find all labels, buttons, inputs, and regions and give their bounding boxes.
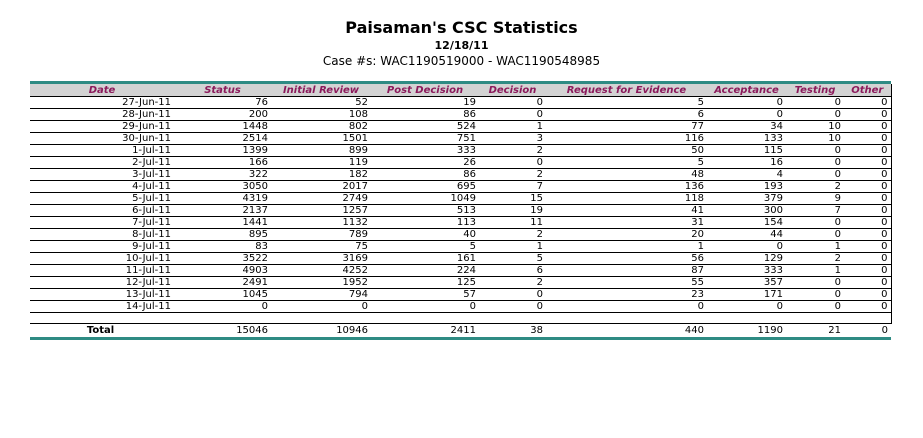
cell-post-decision: 695 xyxy=(371,181,479,193)
cell-request-for-evidence: 41 xyxy=(546,205,707,217)
table-row xyxy=(30,169,891,181)
table-row xyxy=(30,97,891,109)
cell-status: 1045 xyxy=(174,289,271,301)
cell-decision: 0 xyxy=(479,301,546,313)
cell-other: 0 xyxy=(844,121,891,133)
column-header-acceptance: Acceptance xyxy=(707,84,786,97)
cell-status: 1399 xyxy=(174,145,271,157)
column-header-date: Date xyxy=(30,84,174,97)
cell-testing: 1 xyxy=(786,265,844,277)
cell-other: 0 xyxy=(844,133,891,145)
cell-acceptance: 34 xyxy=(707,121,786,133)
cell-initial-review: 119 xyxy=(271,157,371,169)
table-body xyxy=(30,97,891,338)
cell-testing: 1 xyxy=(786,241,844,253)
cell-testing: 0 xyxy=(786,145,844,157)
cell-post-decision: 57 xyxy=(371,289,479,301)
cell-decision: 1 xyxy=(479,121,546,133)
cell-testing: 0 xyxy=(786,277,844,289)
column-header-other: Other xyxy=(844,84,891,97)
cell-other: 0 xyxy=(844,193,891,205)
column-header-request-for-evidence: Request for Evidence xyxy=(546,84,707,97)
cell-acceptance: 379 xyxy=(707,193,786,205)
cell-date: 5-Jul-11 xyxy=(30,193,174,205)
cell-acceptance: 0 xyxy=(707,301,786,313)
cell-initial-review: 0 xyxy=(271,301,371,313)
cell-other: 0 xyxy=(844,109,891,121)
cell-other: 0 xyxy=(844,253,891,265)
cell-status: 3050 xyxy=(174,181,271,193)
cell-acceptance: 16 xyxy=(707,157,786,169)
cell-decision: 2 xyxy=(479,169,546,181)
table-row xyxy=(30,241,891,253)
cell-request-for-evidence: 20 xyxy=(546,229,707,241)
cell-request-for-evidence: 1 xyxy=(546,241,707,253)
cell-request-for-evidence: 5 xyxy=(546,97,707,109)
cell-testing: 10 xyxy=(786,121,844,133)
cell-testing: 0 xyxy=(786,217,844,229)
cell-status: 2514 xyxy=(174,133,271,145)
table-row xyxy=(30,265,891,277)
cell-post-decision: 224 xyxy=(371,265,479,277)
total-request-for-evidence: 440 xyxy=(684,325,704,336)
cell-post-decision: 19 xyxy=(371,97,479,109)
cell-decision: 0 xyxy=(479,157,546,169)
table-row xyxy=(30,253,891,265)
cell-testing: 0 xyxy=(786,97,844,109)
cell-date: 13-Jul-11 xyxy=(30,289,174,301)
cell-initial-review: 4252 xyxy=(271,265,371,277)
total-testing: 21 xyxy=(828,325,841,336)
cell-request-for-evidence: 87 xyxy=(546,265,707,277)
cell-acceptance: 333 xyxy=(707,265,786,277)
cell-status: 895 xyxy=(174,229,271,241)
cell-initial-review: 1132 xyxy=(271,217,371,229)
cell-other: 0 xyxy=(844,169,891,181)
cell-initial-review: 182 xyxy=(271,169,371,181)
case-range: Case #s: WAC1190519000 - WAC1190548985 xyxy=(322,54,601,68)
cell-date: 3-Jul-11 xyxy=(30,169,174,181)
cell-decision: 11 xyxy=(479,217,546,229)
cell-decision: 5 xyxy=(479,253,546,265)
cell-request-for-evidence: 23 xyxy=(546,289,707,301)
cell-acceptance: 44 xyxy=(707,229,786,241)
column-header-decision: Decision xyxy=(479,84,546,97)
cell-status: 4319 xyxy=(174,193,271,205)
cell-post-decision: 113 xyxy=(371,217,479,229)
cell-other: 0 xyxy=(844,181,891,193)
cell-date: 9-Jul-11 xyxy=(30,241,174,253)
table-row xyxy=(30,109,891,121)
table-row xyxy=(30,193,891,205)
cell-acceptance: 133 xyxy=(707,133,786,145)
table-header-row xyxy=(30,84,891,97)
table-row xyxy=(30,133,891,145)
cell-post-decision: 86 xyxy=(371,109,479,121)
cell-testing: 0 xyxy=(786,289,844,301)
cell-initial-review: 108 xyxy=(271,109,371,121)
cell-status: 200 xyxy=(174,109,271,121)
column-header-status: Status xyxy=(174,84,271,97)
cell-initial-review: 52 xyxy=(271,97,371,109)
table-row xyxy=(30,289,891,301)
cell-other: 0 xyxy=(844,241,891,253)
cell-status: 2137 xyxy=(174,205,271,217)
table-row xyxy=(30,301,891,313)
cell-acceptance: 4 xyxy=(707,169,786,181)
cell-decision: 6 xyxy=(479,265,546,277)
report-date: 12/18/11 xyxy=(434,39,489,52)
cell-decision: 2 xyxy=(479,229,546,241)
cell-status: 1448 xyxy=(174,121,271,133)
cell-initial-review: 802 xyxy=(271,121,371,133)
cell-testing: 2 xyxy=(786,181,844,193)
cell-date: 12-Jul-11 xyxy=(30,277,174,289)
cell-decision: 1 xyxy=(479,241,546,253)
cell-acceptance: 357 xyxy=(707,277,786,289)
cell-date: 10-Jul-11 xyxy=(30,253,174,265)
cell-other: 0 xyxy=(844,229,891,241)
cell-decision: 0 xyxy=(479,109,546,121)
cell-date: 28-Jun-11 xyxy=(30,109,174,121)
cell-request-for-evidence: 55 xyxy=(546,277,707,289)
total-label: Total xyxy=(86,325,115,336)
table-row xyxy=(30,121,891,133)
cell-request-for-evidence: 5 xyxy=(546,157,707,169)
cell-status: 166 xyxy=(174,157,271,169)
cell-request-for-evidence: 77 xyxy=(546,121,707,133)
cell-date: 8-Jul-11 xyxy=(30,229,174,241)
total-post-decision: 2411 xyxy=(450,325,476,336)
cell-initial-review: 2749 xyxy=(271,193,371,205)
cell-other: 0 xyxy=(844,217,891,229)
cell-acceptance: 300 xyxy=(707,205,786,217)
cell-status: 76 xyxy=(174,97,271,109)
cell-decision: 7 xyxy=(479,181,546,193)
cell-other: 0 xyxy=(844,289,891,301)
cell-date: 27-Jun-11 xyxy=(30,97,174,109)
cell-date: 2-Jul-11 xyxy=(30,157,174,169)
cell-post-decision: 86 xyxy=(371,169,479,181)
cell-testing: 0 xyxy=(786,109,844,121)
cell-status: 4903 xyxy=(174,265,271,277)
cell-other: 0 xyxy=(844,265,891,277)
statistics-table xyxy=(30,84,892,337)
cell-other: 0 xyxy=(844,205,891,217)
cell-post-decision: 125 xyxy=(371,277,479,289)
table-row xyxy=(30,229,891,241)
cell-initial-review: 75 xyxy=(271,241,371,253)
cell-date: 6-Jul-11 xyxy=(30,205,174,217)
cell-other: 0 xyxy=(844,145,891,157)
cell-post-decision: 0 xyxy=(371,301,479,313)
cell-testing: 0 xyxy=(786,157,844,169)
cell-request-for-evidence: 6 xyxy=(546,109,707,121)
cell-testing: 10 xyxy=(786,133,844,145)
cell-decision: 15 xyxy=(479,193,546,205)
cell-testing: 7 xyxy=(786,205,844,217)
cell-post-decision: 40 xyxy=(371,229,479,241)
cell-date: 1-Jul-11 xyxy=(30,145,174,157)
table-row xyxy=(30,145,891,157)
cell-acceptance: 154 xyxy=(707,217,786,229)
cell-request-for-evidence: 31 xyxy=(546,217,707,229)
cell-status: 83 xyxy=(174,241,271,253)
cell-testing: 0 xyxy=(786,229,844,241)
cell-post-decision: 5 xyxy=(371,241,479,253)
cell-post-decision: 161 xyxy=(371,253,479,265)
cell-decision: 0 xyxy=(479,289,546,301)
cell-testing: 2 xyxy=(786,253,844,265)
cell-acceptance: 193 xyxy=(707,181,786,193)
cell-date: 14-Jul-11 xyxy=(30,301,174,313)
cell-date: 4-Jul-11 xyxy=(30,181,174,193)
cell-date: 30-Jun-11 xyxy=(30,133,174,145)
cell-request-for-evidence: 50 xyxy=(546,145,707,157)
cell-status: 322 xyxy=(174,169,271,181)
cell-status: 2491 xyxy=(174,277,271,289)
cell-acceptance: 0 xyxy=(707,241,786,253)
cell-request-for-evidence: 116 xyxy=(546,133,707,145)
cell-post-decision: 333 xyxy=(371,145,479,157)
cell-acceptance: 129 xyxy=(707,253,786,265)
cell-status: 1441 xyxy=(174,217,271,229)
cell-acceptance: 115 xyxy=(707,145,786,157)
cell-initial-review: 1952 xyxy=(271,277,371,289)
table-row xyxy=(30,277,891,289)
cell-decision: 2 xyxy=(479,145,546,157)
cell-acceptance: 171 xyxy=(707,289,786,301)
cell-date: 29-Jun-11 xyxy=(30,121,174,133)
statistics-table-frame xyxy=(30,81,891,340)
cell-testing: 0 xyxy=(786,301,844,313)
total-initial-review: 10946 xyxy=(336,325,368,336)
cell-initial-review: 1501 xyxy=(271,133,371,145)
total-other: 0 xyxy=(881,325,888,336)
table-row xyxy=(30,217,891,229)
cell-post-decision: 751 xyxy=(371,133,479,145)
cell-status: 3522 xyxy=(174,253,271,265)
cell-decision: 3 xyxy=(479,133,546,145)
cell-testing: 0 xyxy=(786,169,844,181)
table-row xyxy=(30,157,891,169)
cell-acceptance: 0 xyxy=(707,109,786,121)
cell-status: 0 xyxy=(174,301,271,313)
cell-post-decision: 26 xyxy=(371,157,479,169)
cell-date: 7-Jul-11 xyxy=(30,217,174,229)
total-acceptance: 1190 xyxy=(757,325,783,336)
cell-decision: 2 xyxy=(479,277,546,289)
cell-decision: 0 xyxy=(479,97,546,109)
column-header-testing: Testing xyxy=(786,84,844,97)
column-header-post-decision: Post Decision xyxy=(371,84,479,97)
report-title: Paisaman's CSC Statistics xyxy=(345,18,578,37)
cell-acceptance: 0 xyxy=(707,97,786,109)
cell-initial-review: 899 xyxy=(271,145,371,157)
cell-post-decision: 1049 xyxy=(371,193,479,205)
blank-row xyxy=(30,313,891,324)
table-row xyxy=(30,181,891,193)
column-header-initial-review: Initial Review xyxy=(271,84,371,97)
cell-post-decision: 513 xyxy=(371,205,479,217)
cell-request-for-evidence: 136 xyxy=(546,181,707,193)
total-decision: 38 xyxy=(530,325,543,336)
cell-other: 0 xyxy=(844,97,891,109)
cell-initial-review: 794 xyxy=(271,289,371,301)
cell-decision: 19 xyxy=(479,205,546,217)
cell-initial-review: 1257 xyxy=(271,205,371,217)
total-status: 15046 xyxy=(236,325,268,336)
total-row xyxy=(30,324,891,338)
cell-testing: 9 xyxy=(786,193,844,205)
cell-date: 11-Jul-11 xyxy=(30,265,174,277)
table-row xyxy=(30,205,891,217)
cell-other: 0 xyxy=(844,157,891,169)
cell-post-decision: 524 xyxy=(371,121,479,133)
cell-other: 0 xyxy=(844,301,891,313)
cell-other: 0 xyxy=(844,277,891,289)
cell-request-for-evidence: 118 xyxy=(546,193,707,205)
cell-request-for-evidence: 0 xyxy=(546,301,707,313)
report-header xyxy=(0,18,923,69)
cell-initial-review: 2017 xyxy=(271,181,371,193)
cell-request-for-evidence: 56 xyxy=(546,253,707,265)
cell-initial-review: 789 xyxy=(271,229,371,241)
cell-initial-review: 3169 xyxy=(271,253,371,265)
cell-request-for-evidence: 48 xyxy=(546,169,707,181)
